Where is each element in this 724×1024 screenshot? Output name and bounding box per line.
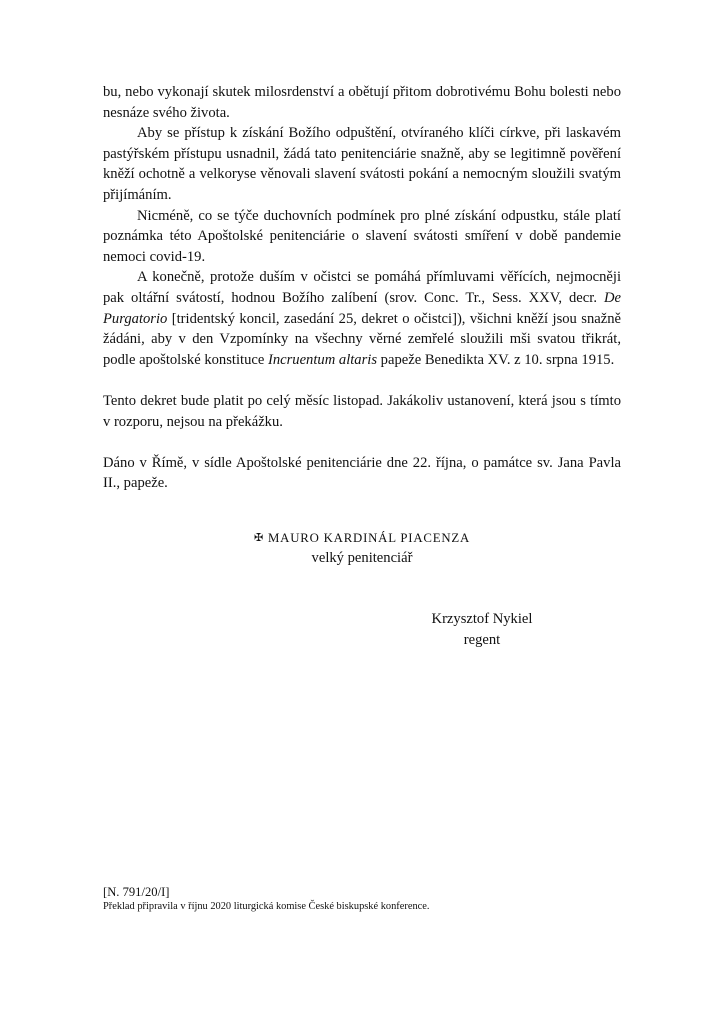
signatory-title: velký penitenciář xyxy=(311,550,413,566)
de-purgatorio-title: De Purgatorio xyxy=(103,289,621,327)
purgatory-text-part-1: A konečně, protože duším v očistci se pomáhá přímluvami věřících, nejmocněji pak oltářní svátostí, hodnou Božího zalíbení (srov. Conc. Tr., Sess. XXV, decr. xyxy=(103,269,621,306)
incruentum-altaris-title: Incruentum altaris xyxy=(267,351,378,368)
purgatory-text-part-3: papeže Benedikta XV. z 10. srpna 1915. xyxy=(377,351,615,368)
signature-major-penitentiary xyxy=(0,528,724,568)
regent-name: Krzysztof Nykiel xyxy=(431,611,533,627)
decree-body xyxy=(103,82,621,494)
regent-title: regent xyxy=(463,631,501,648)
paragraph-souls-in-purgatory xyxy=(103,267,621,370)
document-footer xyxy=(103,884,621,914)
cross-icon: ✠ xyxy=(253,532,264,544)
paragraph-spiritual-conditions: Nicméně, co se týče duchovních podmínek pro plné získání odpustku, stále platí poznámka této Apoštolské penitenciárie o slavení svátosti smíření v době pandemie nemoci covid-19. xyxy=(103,207,621,265)
paragraph-confession-access: Aby se přístup k získání Božího odpuštění, otvíraného klíči církve, při laskavém pastýřském přístupu usnadnil, žádá tato penitenciárie snažně, aby se legitimně pověření kněží ochotně a velkoryse věnovali slavení svátosti pokání a nemocným sloužili svatým přijímáním. xyxy=(103,125,621,203)
signatory-name-text: MAURO KARDINÁL PIACENZA xyxy=(267,531,471,545)
paragraph-given-in-rome: Dáno v Římě, v sídle Apoštolské penitenciárie dne 22. října, o památce sv. Jana Pavla II., papeže. xyxy=(103,454,621,492)
signatory-name xyxy=(0,528,724,548)
reference-number: [N. 791/20/I] xyxy=(103,885,170,899)
paragraph-continuation: bu, nebo vykonají skutek milosrdenství a obětují přitom dobrotivému Bohu bolesti nebo nesnáze svého života. xyxy=(103,84,621,121)
paragraph-validity: Tento dekret bude platit po celý měsíc listopad. Jakákoliv ustanovení, která jsou s tímto v rozporu, nejsou na překážku. xyxy=(103,392,621,430)
signature-regent xyxy=(400,609,564,650)
purgatory-text-part-2: [tridentský koncil, zasedání 25, dekret o očistci]), všichni kněží jsou snažně žádáni, aby v den Vzpomínky na všechny věrné zemřelé sloužili mši svatou třikrát, podle apoštolské konstituce xyxy=(103,310,621,368)
translation-note: Překlad připravila v říjnu 2020 liturgická komise České biskupské konference. xyxy=(103,901,430,912)
